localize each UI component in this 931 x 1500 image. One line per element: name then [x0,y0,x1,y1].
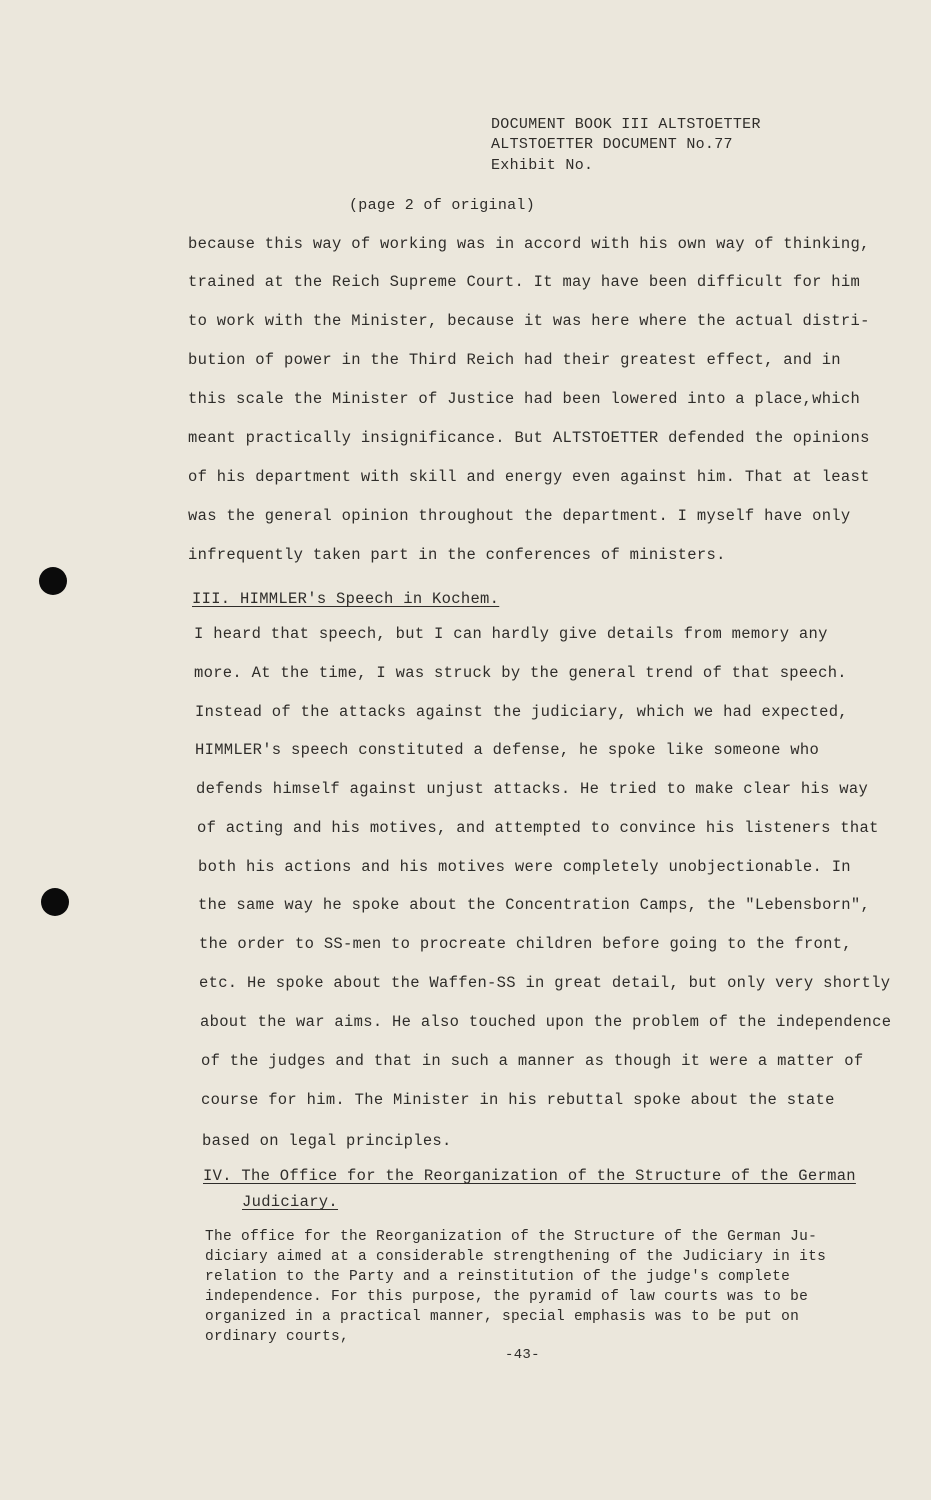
page-reference: (page 2 of original) [349,197,536,214]
page-number: -43- [505,1347,540,1363]
body-line: independence. For this purpose, the pyramid of law courts was to be [205,1289,809,1305]
body-line: trained at the Reich Supreme Court. It may have been difficult for him [188,273,861,291]
punch-hole-top [39,567,67,595]
body-line: defends himself against unjust attacks. He tried to make clear his way [196,780,869,798]
section-heading-himmler-speech: III. HIMMLER's Speech in Kochem. [192,590,500,608]
body-line: relation to the Party and a reinstitution of the judge's complete [205,1269,791,1285]
body-line: more. At the time, I was struck by the general trend of that speech. [194,664,847,682]
body-line: Instead of the attacks against the judiciary, which we had expected, [195,703,848,721]
body-line: bution of power in the Third Reich had their greatest effect, and in [188,351,841,369]
body-line: based on legal principles. [202,1132,452,1150]
body-line: diciary aimed at a considerable strengthening of the Judiciary in its [205,1249,827,1265]
body-line: of the judges and that in such a manner as though it were a matter of [201,1052,864,1070]
body-line: about the war aims. He also touched upon the problem of the independence [200,1013,892,1031]
document-book-line: DOCUMENT BOOK III ALTSTOETTER [491,116,761,133]
body-line: ordinary courts, [205,1329,350,1345]
body-line: The office for the Reorganization of the Structure of the German Ju- [205,1229,818,1245]
body-line: organized in a practical manner, special emphasis was to be put on [205,1309,800,1325]
body-line: infrequently taken part in the conferences of ministers. [188,546,726,564]
body-line: course for him. The Minister in his rebuttal spoke about the state [201,1091,835,1109]
body-line: HIMMLER's speech constituted a defense, he spoke like someone who [195,741,820,759]
section-heading-reorganization-office-continued: Judiciary. [242,1193,339,1211]
body-line: of acting and his motives, and attempted to convince his listeners that [197,819,879,837]
section-heading-reorganization-office: IV. The Office for the Reorganization of the Structure of the German [203,1167,856,1185]
body-line: meant practically insignificance. But ALTSTOETTER defended the opinions [188,429,870,447]
body-line: was the general opinion throughout the department. I myself have only [188,507,851,525]
body-line: the same way he spoke about the Concentration Camps, the "Lebensborn", [198,896,871,914]
body-line: both his actions and his motives were completely unobjectionable. In [198,858,851,876]
body-line: etc. He spoke about the Waffen-SS in great detail, but only very shortly [199,974,891,992]
body-line: because this way of working was in accord with his own way of thinking, [188,235,870,253]
exhibit-line: Exhibit No. [491,157,594,174]
body-line: this scale the Minister of Justice had been lowered into a place,which [188,390,861,408]
document-number-line: ALTSTOETTER DOCUMENT No.77 [491,136,733,153]
body-line: the order to SS-men to procreate children before going to the front, [199,935,852,953]
body-line: I heard that speech, but I can hardly give details from memory any [194,625,828,643]
punch-hole-bottom [41,888,69,916]
body-line: to work with the Minister, because it was here where the actual distri- [188,312,870,330]
body-line: of his department with skill and energy even against him. That at least [188,468,870,486]
